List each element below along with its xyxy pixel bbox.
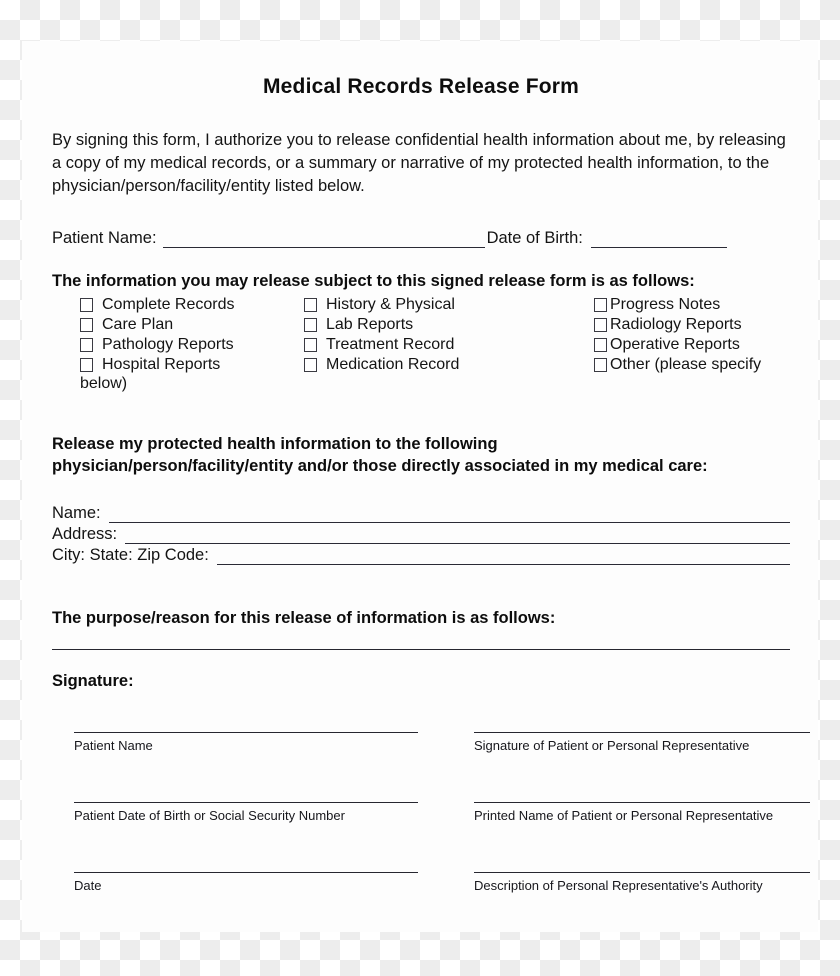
checkbox-item-other[interactable] bbox=[594, 355, 761, 375]
signature-field-printed-name bbox=[474, 802, 810, 823]
recipient-city-row bbox=[52, 544, 790, 565]
recipient-address-input[interactable] bbox=[125, 529, 790, 544]
signature-caption: Printed Name of Patient or Personal Representative bbox=[474, 808, 774, 823]
checkbox-icon[interactable] bbox=[304, 338, 317, 352]
checkbox-label: Treatment Record bbox=[326, 336, 455, 353]
form-page bbox=[22, 41, 818, 932]
checkbox-item-complete-records[interactable] bbox=[80, 295, 235, 315]
checkbox-column-2 bbox=[304, 295, 459, 375]
checkbox-item-lab-reports[interactable] bbox=[304, 315, 459, 335]
checkbox-label: Radiology Reports bbox=[610, 316, 742, 333]
checkbox-label: Complete Records bbox=[102, 296, 235, 313]
patient-name-input[interactable] bbox=[163, 233, 485, 248]
recipient-name-label: Name: bbox=[52, 504, 101, 522]
checkbox-icon[interactable] bbox=[594, 298, 607, 312]
checkbox-column-1 bbox=[80, 295, 235, 395]
date-of-birth-input[interactable] bbox=[591, 233, 727, 248]
signature-input[interactable] bbox=[74, 802, 418, 803]
checkbox-item-operative-reports[interactable] bbox=[594, 335, 761, 355]
signature-heading: Signature: bbox=[52, 672, 134, 690]
signature-row bbox=[52, 872, 790, 942]
checkbox-label: Medication Record bbox=[326, 356, 460, 373]
signature-input[interactable] bbox=[474, 732, 810, 733]
date-of-birth-label: Date of Birth: bbox=[486, 229, 583, 247]
recipient-address-label: Address: bbox=[52, 525, 118, 543]
checkbox-icon[interactable] bbox=[80, 338, 93, 352]
signature-caption: Date bbox=[74, 878, 102, 893]
signature-input[interactable] bbox=[74, 872, 418, 873]
signature-caption: Patient Name bbox=[74, 738, 153, 753]
checkbox-item-history-physical[interactable] bbox=[304, 295, 459, 315]
release-info-heading: The information you may release subject to this signed release form is as follows: bbox=[52, 272, 695, 290]
signature-input[interactable] bbox=[74, 732, 418, 733]
checkbox-icon[interactable] bbox=[594, 338, 607, 352]
checkbox-item-care-plan[interactable] bbox=[80, 315, 235, 335]
signature-input[interactable] bbox=[474, 802, 810, 803]
recipient-city-state-zip-label: City: State: Zip Code: bbox=[52, 546, 209, 564]
checkbox-label: Care Plan bbox=[102, 316, 174, 333]
signature-field-dob-ssn bbox=[74, 802, 418, 823]
page-title: Medical Records Release Form bbox=[262, 75, 580, 98]
patient-name-label: Patient Name: bbox=[52, 229, 157, 247]
signature-block bbox=[52, 732, 790, 942]
signature-row bbox=[52, 802, 790, 872]
recipient-name-row bbox=[52, 502, 790, 523]
checkbox-label: Operative Reports bbox=[610, 336, 740, 353]
checkbox-icon[interactable] bbox=[594, 358, 607, 372]
checkbox-item-pathology-reports[interactable] bbox=[80, 335, 235, 355]
checkbox-label: Lab Reports bbox=[326, 316, 414, 333]
checkbox-item-radiology-reports[interactable] bbox=[594, 315, 761, 335]
signature-caption: Patient Date of Birth or Social Security Number bbox=[74, 808, 345, 823]
checkbox-icon[interactable] bbox=[80, 298, 93, 312]
checkbox-label: History & Physical bbox=[326, 296, 455, 313]
signature-field-date bbox=[74, 872, 418, 893]
checkbox-icon[interactable] bbox=[304, 318, 317, 332]
checkbox-icon[interactable] bbox=[304, 358, 317, 372]
signature-field-representative-authority bbox=[474, 872, 810, 893]
checkbox-label: Progress Notes bbox=[610, 296, 721, 313]
release-info-checkbox-grid bbox=[52, 295, 790, 391]
intro-paragraph: By signing this form, I authorize you to release confidential health information about me, by releasing a copy of my medical records, or a summary or narrative of my protected health information, to the physician/person/facility/entity listed below. bbox=[52, 131, 786, 195]
recipient-address-row bbox=[52, 523, 790, 544]
checkbox-icon[interactable] bbox=[80, 358, 93, 372]
checkbox-label: Hospital Reports bbox=[102, 356, 221, 373]
patient-identity-row bbox=[52, 229, 790, 248]
signature-input[interactable] bbox=[474, 872, 810, 873]
checkbox-item-progress-notes[interactable] bbox=[594, 295, 761, 315]
checkbox-column-3 bbox=[594, 295, 761, 375]
checkbox-icon[interactable] bbox=[594, 318, 607, 332]
recipient-heading-line-1: Release my protected health information to the following bbox=[52, 435, 498, 453]
purpose-input[interactable] bbox=[52, 649, 790, 650]
recipient-name-input[interactable] bbox=[109, 508, 790, 523]
checkbox-label: Other (please specify bbox=[610, 356, 762, 373]
checkbox-item-medication-record[interactable] bbox=[304, 355, 459, 375]
recipient-fields bbox=[52, 502, 790, 565]
checkbox-item-hospital-reports[interactable] bbox=[80, 355, 235, 375]
recipient-heading bbox=[52, 433, 790, 477]
recipient-heading-line-2: physician/person/facility/entity and/or those directly associated in my medical care: bbox=[52, 457, 708, 475]
signature-field-patient-name bbox=[74, 732, 418, 753]
signature-field-patient-signature bbox=[474, 732, 810, 753]
signature-row bbox=[52, 732, 790, 802]
checkbox-icon[interactable] bbox=[304, 298, 317, 312]
checkbox-label: Pathology Reports bbox=[102, 336, 234, 353]
signature-caption: Description of Personal Representative's Authority bbox=[474, 878, 763, 893]
signature-caption: Signature of Patient or Personal Representative bbox=[474, 738, 750, 753]
purpose-heading: The purpose/reason for this release of information is as follows: bbox=[52, 609, 556, 627]
checkbox-item-treatment-record[interactable] bbox=[304, 335, 459, 355]
checkbox-icon[interactable] bbox=[80, 318, 93, 332]
recipient-city-state-zip-input[interactable] bbox=[217, 550, 790, 565]
other-continuation-text: below) bbox=[80, 375, 128, 392]
